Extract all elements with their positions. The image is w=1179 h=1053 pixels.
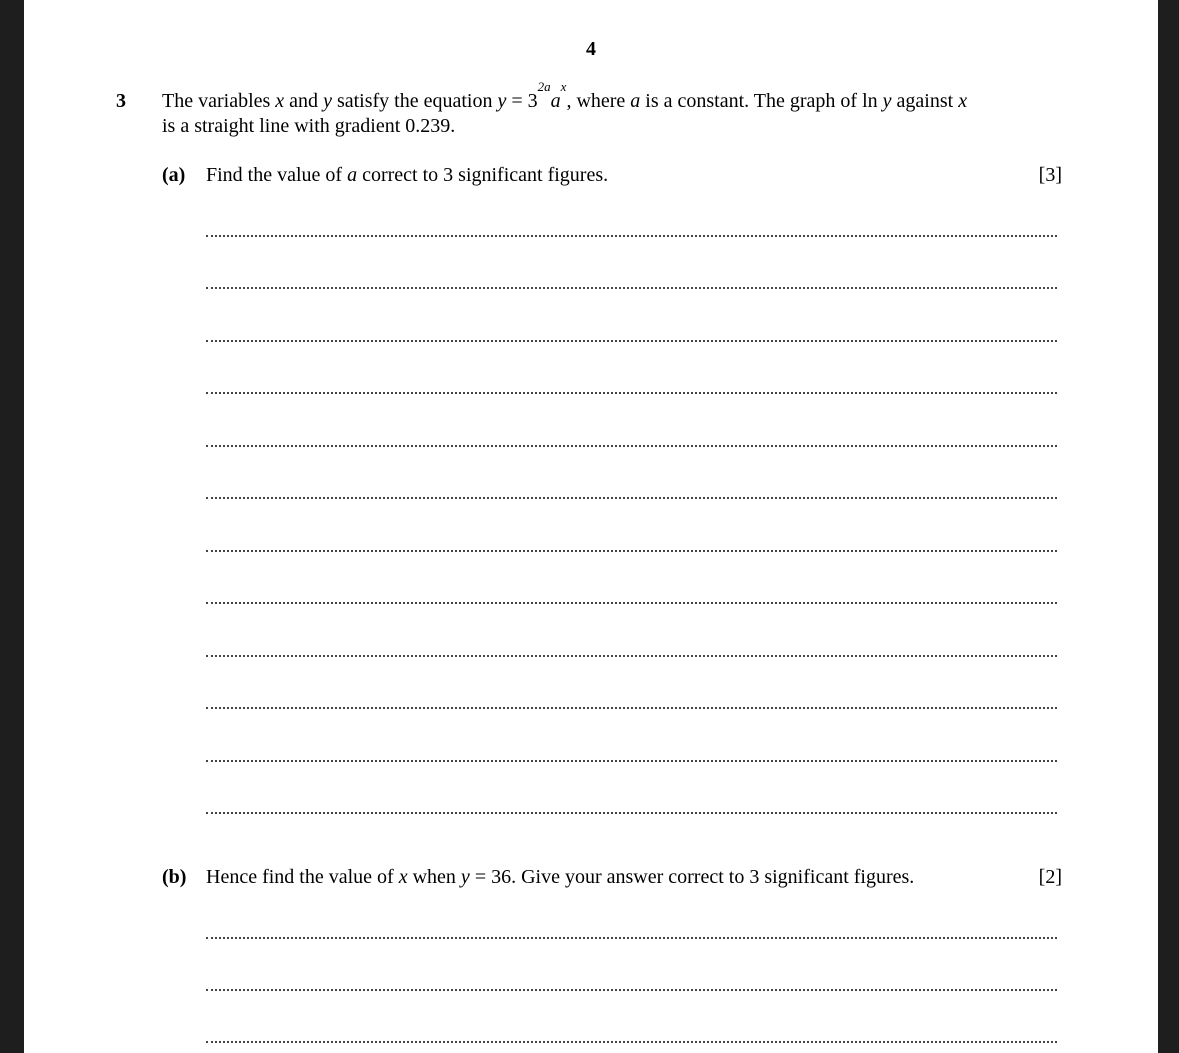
part-b-text: Hence find the value of x when y = 36. Give your answer correct to 3 significant figures. xyxy=(206,866,915,888)
part-a-label: (a) xyxy=(162,164,186,186)
answer-line[interactable] xyxy=(206,392,1057,394)
page-number: 4 xyxy=(586,38,596,60)
answer-line[interactable] xyxy=(206,497,1057,499)
question-number: 3 xyxy=(116,90,126,112)
answer-line[interactable] xyxy=(206,340,1057,342)
stem-line-2: is a straight line with gradient 0.239. xyxy=(162,115,456,137)
answer-line[interactable] xyxy=(206,287,1057,289)
equation: $y = 3^{2a}a^x$ xyxy=(497,79,567,112)
part-a-marks: [3] xyxy=(1038,164,1062,186)
answer-line[interactable] xyxy=(206,1041,1057,1043)
answer-line[interactable] xyxy=(206,602,1057,604)
part-b-label: (b) xyxy=(162,866,187,888)
answer-line[interactable] xyxy=(206,812,1057,814)
exam-page xyxy=(24,0,1158,1053)
part-a-text: Find the value of a correct to 3 significant figures. xyxy=(206,164,609,186)
answer-line[interactable] xyxy=(206,707,1057,709)
answer-line[interactable] xyxy=(206,550,1057,552)
part-b-marks: [2] xyxy=(1038,866,1062,888)
answer-line[interactable] xyxy=(206,760,1057,762)
answer-line[interactable] xyxy=(206,937,1057,939)
answer-line[interactable] xyxy=(206,235,1057,237)
answer-line[interactable] xyxy=(206,445,1057,447)
answer-line[interactable] xyxy=(206,655,1057,657)
answer-line[interactable] xyxy=(206,989,1057,991)
stem-line-1: The variables x and y satisfy the equation $y = 3^{2a}a^x$, where a is a constant. The graph of ln y against x xyxy=(162,79,968,112)
question-stem xyxy=(162,79,1067,139)
